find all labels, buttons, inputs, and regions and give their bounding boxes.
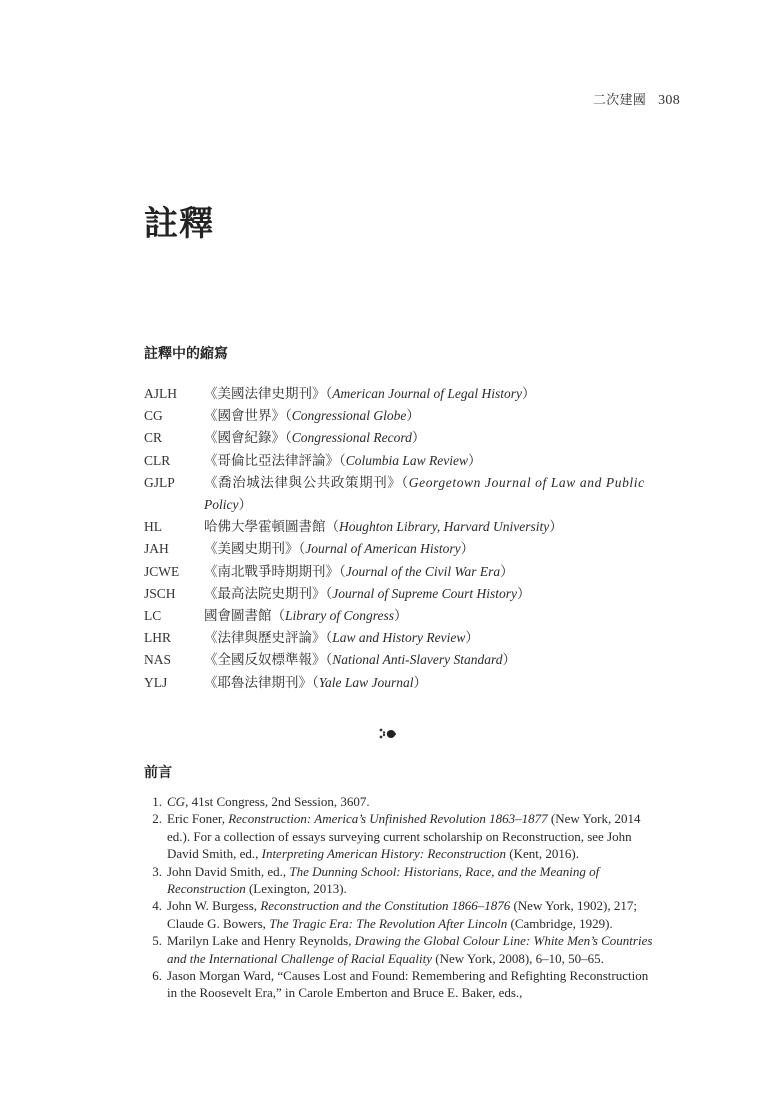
note-italic-title: Interpreting American History: Reconstruction [261, 846, 507, 862]
english-title: Library of Congress [285, 608, 395, 624]
abbreviation-code: YLJ [144, 674, 168, 690]
paren-close: ） [517, 585, 531, 601]
chinese-title: 《喬治城法律與公共政策期刊》 [204, 474, 402, 490]
abbreviation-row [144, 427, 654, 449]
abbreviation-description [204, 627, 654, 649]
paren-open: （ [325, 386, 333, 401]
abbreviation-row [144, 605, 654, 627]
note-segment: John W. Burgess, [167, 898, 261, 914]
note-segment: (New York, 1902), 217; Claude G. Bowers, [167, 898, 637, 931]
abbreviation-description [204, 649, 654, 671]
abbreviation-code: JSCH [144, 585, 176, 601]
chinese-title: 《南北戰爭時期期刊》 [204, 563, 339, 579]
note-italic-title: Drawing the Global Colour Line: White Men’s Countries and the International Challenge of Racial Equality [167, 933, 653, 966]
abbreviation-code: LC [144, 608, 162, 624]
abbreviation-description [204, 427, 654, 449]
chapter-title: 註釋 [144, 204, 214, 244]
paren-close: ） [500, 563, 514, 579]
chinese-title: 《全國反奴標準報》 [204, 652, 326, 668]
note-item [148, 793, 658, 810]
abbreviation-row [144, 649, 654, 671]
abbreviation-row [144, 450, 654, 472]
note-item [148, 967, 658, 1002]
abbreviations-list [144, 383, 654, 694]
note-italic-title: The Dunning School: Historians, Race, and the Meaning of Reconstruction [167, 863, 600, 897]
note-item [148, 810, 658, 862]
abbreviation-row [144, 672, 654, 694]
note-number: 1. [152, 794, 162, 809]
note-segment: (Lexington, 2013). [245, 881, 347, 897]
fleuron-icon [378, 727, 400, 741]
abbreviation-row [144, 561, 654, 583]
note-text [167, 793, 658, 810]
chinese-title: 《美國史期刊》 [204, 541, 299, 557]
note-text [167, 967, 658, 1002]
note-text [167, 810, 658, 862]
english-title: Journal of the Civil War Era [345, 563, 501, 579]
english-title: Georgetown Journal of Law and Public [408, 474, 645, 490]
abbreviation-code-empty [144, 494, 204, 516]
paren-close: ） [238, 497, 252, 513]
abbreviation-description [204, 472, 654, 494]
abbreviation-row [144, 383, 654, 405]
note-number: 6. [152, 968, 162, 984]
paren-close: ） [406, 408, 420, 424]
note-segment: John David Smith, ed., [167, 863, 290, 879]
note-segment: (New York, 2008), 6–10, 50–65. [432, 950, 604, 966]
chinese-title: 《國會紀錄》 [204, 430, 285, 446]
paren-close: ） [521, 386, 536, 401]
abbreviation-description [204, 405, 654, 427]
abbreviation-code: HL [144, 519, 162, 535]
english-title: Houghton Library, Harvard University [339, 519, 550, 535]
note-item [148, 897, 658, 932]
paren-close: ） [413, 674, 428, 690]
abbreviation-row [144, 538, 654, 560]
abbreviation-row [144, 405, 654, 427]
english-title: National Anti-Slavery Standard [332, 652, 503, 668]
abbreviation-description [204, 583, 654, 605]
chinese-title: 《國會世界》 [204, 408, 285, 424]
abbreviation-description [204, 494, 654, 516]
note-segment: Eric Foner, [167, 811, 229, 827]
chinese-title: 《美國法律史期刊》 [204, 386, 326, 401]
note-number: 2. [152, 811, 162, 827]
note-number: 3. [152, 863, 162, 879]
paren-open: （ [312, 674, 319, 690]
note-italic-title: CG [167, 794, 186, 809]
chinese-title: 《最高法院史期刊》 [204, 585, 326, 601]
abbreviation-description [204, 516, 654, 538]
abbreviation-description [204, 672, 654, 694]
note-item [148, 863, 658, 898]
abbreviation-code: NAS [144, 652, 172, 668]
abbreviation-row [144, 583, 654, 605]
english-title: Columbia Law Review [345, 452, 468, 468]
abbreviation-row [144, 627, 654, 649]
english-title: Yale Law Journal [318, 674, 414, 690]
abbreviations-heading: 註釋中的縮寫 [144, 346, 228, 362]
note-text [167, 863, 658, 898]
paren-close: ） [460, 541, 475, 557]
paren-open: （ [325, 585, 333, 601]
note-segment: (New York, 2014 ed.). For a collection of essays surveying current scholarship on Reconstruction, see John David Smith, ed., [167, 811, 641, 862]
book-title: 二次建國 [592, 92, 647, 107]
note-italic-title: The Tragic Era: The Revolution After Lincoln [269, 915, 508, 931]
chinese-title: 《耶魯法律期刊》 [204, 674, 312, 690]
paren-close: ） [549, 519, 563, 535]
abbreviation-description [204, 538, 654, 560]
abbreviation-code: AJLH [144, 386, 177, 401]
note-segment: Marilyn Lake and Henry Reynolds, [167, 933, 355, 949]
chinese-title: 國會圖書館 [204, 608, 272, 624]
abbreviation-code: JAH [144, 541, 169, 557]
running-head [593, 89, 680, 109]
paren-open: （ [339, 563, 346, 579]
paren-open: （ [339, 452, 346, 468]
notes-list [148, 793, 658, 1002]
paren-open: （ [285, 408, 292, 424]
english-title: Journal of American History [305, 541, 461, 557]
abbreviation-description [204, 383, 654, 405]
chinese-title: 哈佛大學霍頓圖書館 [204, 519, 326, 535]
note-segment: (Kent, 2016). [506, 846, 579, 862]
english-title: Congressional Globe [291, 408, 407, 424]
paren-close: ） [468, 452, 482, 468]
note-segment: (Cambridge, 1929). [507, 915, 613, 931]
paren-open: （ [325, 630, 333, 646]
paren-close: ） [465, 630, 479, 646]
note-text [167, 897, 658, 932]
english-title: Policy [204, 497, 239, 513]
chinese-title: 《哥倫比亞法律評論》 [204, 452, 339, 468]
english-title: American Journal of Legal History [332, 386, 522, 401]
english-title: Congressional Record [291, 430, 412, 446]
paren-open: （ [325, 519, 339, 535]
abbreviation-code: GJLP [144, 474, 175, 490]
chinese-title: 《法律與歷史評論》 [204, 630, 326, 646]
note-number: 5. [152, 933, 162, 949]
abbreviation-row-continuation [144, 494, 654, 516]
paren-open: （ [325, 652, 333, 668]
note-text [167, 932, 658, 967]
abbreviation-code: CLR [144, 452, 171, 468]
paren-close: ） [502, 652, 516, 668]
english-title: Journal of Supreme Court History [332, 585, 517, 601]
note-italic-title: Reconstruction: America’s Unfinished Revolution 1863–1877 [228, 811, 548, 827]
paren-open: （ [298, 541, 306, 557]
paren-open: （ [401, 474, 409, 490]
abbreviation-code: CG [144, 408, 163, 424]
abbreviation-description [204, 605, 654, 627]
english-title: Law and History Review [332, 630, 466, 646]
abbreviation-description [204, 561, 654, 583]
paren-close: ） [411, 430, 426, 446]
abbreviation-code: CR [144, 430, 163, 446]
note-item [148, 932, 658, 967]
paren-open: （ [271, 608, 285, 624]
note-italic-title: Reconstruction and the Constitution 1866–1876 [260, 898, 511, 914]
abbreviation-code: LHR [144, 630, 171, 646]
note-number: 4. [152, 898, 162, 914]
note-segment: Jason Morgan Ward, “Causes Lost and Found: Remembering and Refighting Reconstruction in the Roosevelt Era,” in Carole Emberton and Bruce E. Baker, eds., [167, 968, 649, 1001]
paren-open: （ [285, 430, 292, 446]
abbreviation-code: JCWE [144, 563, 180, 579]
abbreviation-row [144, 472, 654, 494]
preface-heading: 前言 [144, 765, 172, 781]
note-segment: , 41st Congress, 2nd Session, 3607. [185, 794, 370, 809]
abbreviation-row [144, 516, 654, 538]
abbreviation-description [204, 450, 654, 472]
paren-close: ） [394, 608, 408, 624]
page-number: 308 [658, 93, 680, 108]
